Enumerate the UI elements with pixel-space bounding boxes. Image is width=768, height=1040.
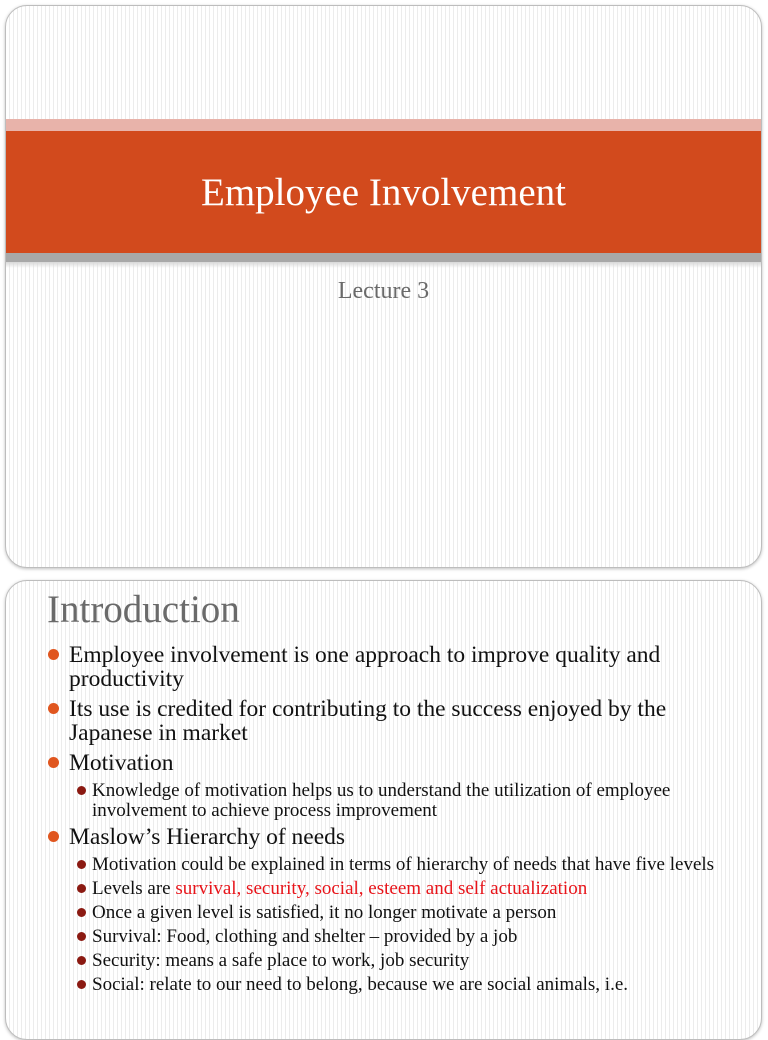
slide-heading: Introduction: [47, 588, 240, 631]
bullet-item: [6, 643, 761, 691]
title-band-top-accent: [6, 119, 761, 131]
levels-highlight-text: survival, security, social, esteem and self actualization: [175, 878, 588, 899]
sub-bullet-item: [6, 781, 761, 821]
bullet-dot-icon: [48, 703, 59, 714]
bullet-dot-icon: [48, 649, 59, 660]
bullet-dot-icon: [48, 757, 59, 768]
content-slide: [5, 580, 762, 1040]
sub-bullet-item: [6, 975, 761, 995]
sub-bullet-dot-icon: [77, 860, 86, 869]
sub-bullet-text: Motivation could be explained in terms of hierarchy of needs that have five levels: [92, 854, 715, 875]
title-band-shadow: [6, 262, 761, 268]
sub-bullet-text-prefix: Levels are: [92, 878, 176, 899]
title-band: [6, 131, 761, 253]
bullet-text: Employee involvement is one approach to improve quality and productivity: [69, 642, 661, 692]
slide-title: Employee Involvement: [201, 170, 566, 214]
sub-bullet-text: Social: relate to our need to belong, because we are social animals, i.e.: [92, 974, 629, 995]
sub-bullet-item: [6, 951, 761, 971]
bullet-text: Its use is credited for contributing to the success enjoyed by the Japanese in market: [69, 696, 667, 746]
sub-bullet-dot-icon: [77, 884, 86, 893]
bullet-list: [6, 643, 761, 999]
sub-bullet-text: Knowledge of motivation helps us to understand the utilization of employee involvement to achieve process improvement: [92, 780, 671, 821]
bullet-dot-icon: [48, 831, 59, 842]
sub-bullet-dot-icon: [77, 932, 86, 941]
sub-bullet-dot-icon: [77, 786, 86, 795]
bullet-item: [6, 697, 761, 745]
sub-bullet-text: Once a given level is satisfied, it no longer motivate a person: [92, 902, 557, 923]
bullet-item: [6, 825, 761, 849]
sub-bullet-dot-icon: [77, 956, 86, 965]
title-band-bottom-accent: [6, 253, 761, 262]
bullet-text: Maslow’s Hierarchy of needs: [69, 824, 346, 850]
sub-bullet-text: Security: means a safe place to work, job security: [92, 950, 470, 971]
sub-bullet-item: [6, 903, 761, 923]
slide-subtitle: Lecture 3: [337, 278, 430, 304]
sub-bullet-item: [6, 879, 761, 899]
sub-bullet-text: Survival: Food, clothing and shelter – provided by a job: [92, 926, 518, 947]
sub-bullet-dot-icon: [77, 980, 86, 989]
bullet-item: [6, 751, 761, 775]
sub-bullet-item: [6, 927, 761, 947]
bullet-text: Motivation: [69, 750, 174, 776]
sub-bullet-item: [6, 855, 761, 875]
sub-bullet-dot-icon: [77, 908, 86, 917]
title-slide: [5, 5, 762, 568]
